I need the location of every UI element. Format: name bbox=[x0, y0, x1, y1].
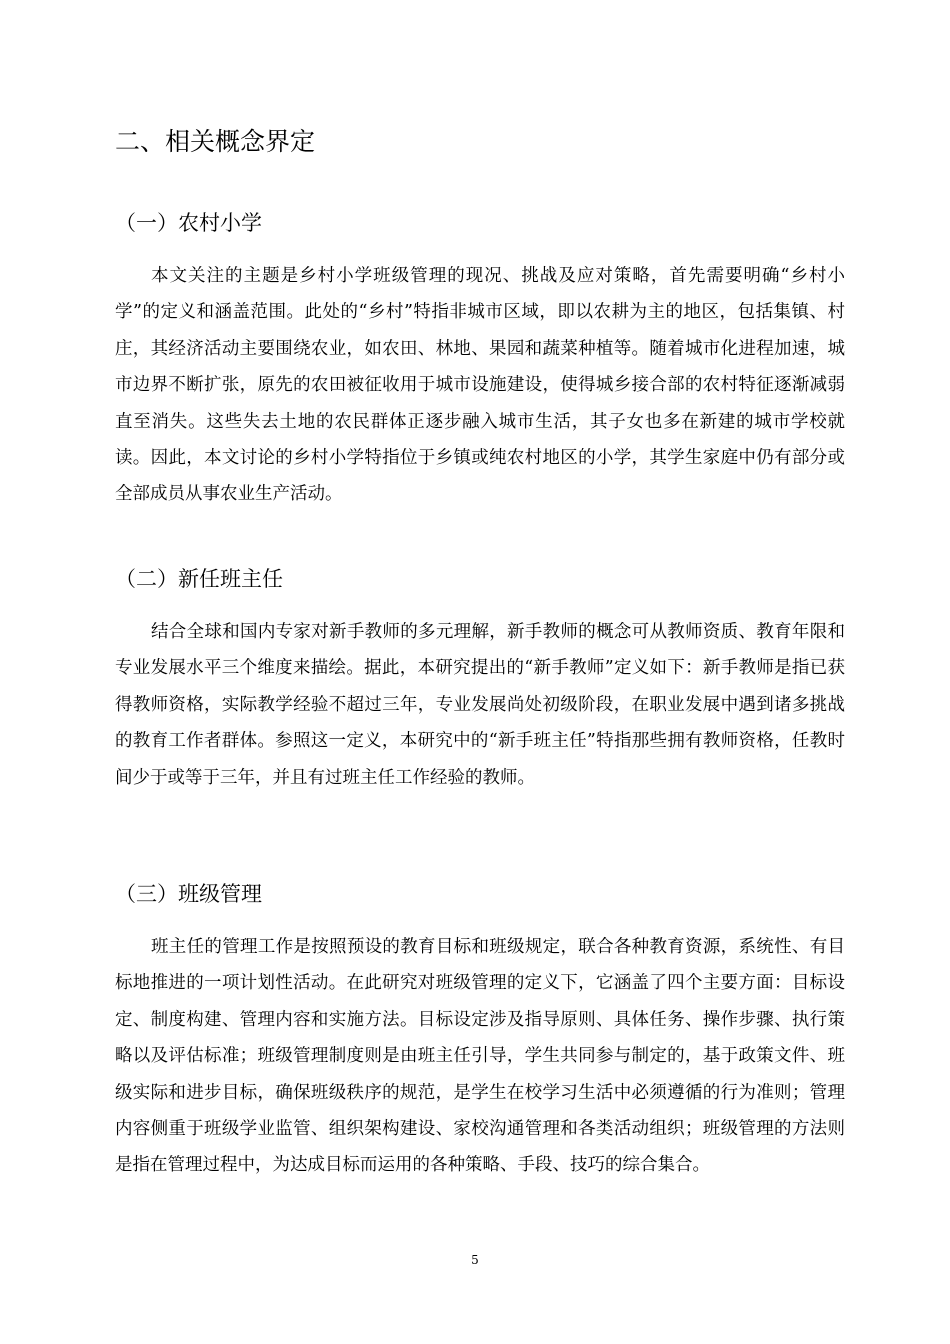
page-number: 5 bbox=[471, 1253, 479, 1267]
subsection-title-new-head-teacher: （二）新任班主任 bbox=[115, 567, 283, 591]
paragraph-new-head-teacher: 结合全球和国内专家对新手教师的多元理解，新手教师的概念可从教师资质、教育年限和专业发展水平三个维度来描绘。据此，本研究提出的“新手教师”定义如下：新手教师是指已获得教师资格，实际教学经验不超过三年，专业发展尚处初级阶段，在职业发展中遇到诸多挑战的教育工作者群体。参照这一定义，本研究中的“新手班主任”特指那些拥有教师资格，任教时间少于或等于三年，并且有过班主任工作经验的教师。 bbox=[115, 622, 845, 788]
paragraph-rural-primary-school: 本文关注的主题是乡村小学班级管理的现况、挑战及应对策略，首先需要明确“乡村小学”的定义和涵盖范围。此处的“乡村”特指非城市区域，即以农耕为主的地区，包括集镇、村庄，其经济活动主要围绕农业，如农田、林地、果园和蔬菜种植等。随着城市化进程加速，城市边界不断扩张，原先的农田被征收用于城市设施建设，使得城乡接合部的农村特征逐渐减弱直至消失。这些失去土地的农民群体正逐步融入城市生活，其子女也多在新建的城市学校就读。因此，本文讨论的乡村小学特指位于乡镇或纯农村地区的小学，其学生家庭中仍有部分或全部成员从事农业生产活动。 bbox=[115, 266, 845, 505]
subsection-title-rural-primary-school: （一）农村小学 bbox=[115, 211, 262, 235]
paragraph-class-management: 班主任的管理工作是按照预设的教育目标和班级规定，联合各种教育资源，系统性、有目标地推进的一项计划性活动。在此研究对班级管理的定义下，它涵盖了四个主要方面：目标设定、制度构建、管理内容和实施方法。目标设定涉及指导原则、具体任务、操作步骤、执行策略以及评估标准；班级管理制度则是由班主任引导，学生共同参与制定的，基于政策文件、班级实际和进步目标，确保班级秩序的规范，是学生在校学习生活中必须遵循的行为准则；管理内容侧重于班级学业监管、组织架构建设、家校沟通管理和各类活动组织；班级管理的方法则是指在管理过程中，为达成目标而运用的各种策略、手段、技巧的综合集合。 bbox=[115, 937, 845, 1176]
subsection-title-class-management: （三）班级管理 bbox=[115, 882, 262, 906]
section-title: 二、相关概念界定 bbox=[115, 127, 316, 156]
